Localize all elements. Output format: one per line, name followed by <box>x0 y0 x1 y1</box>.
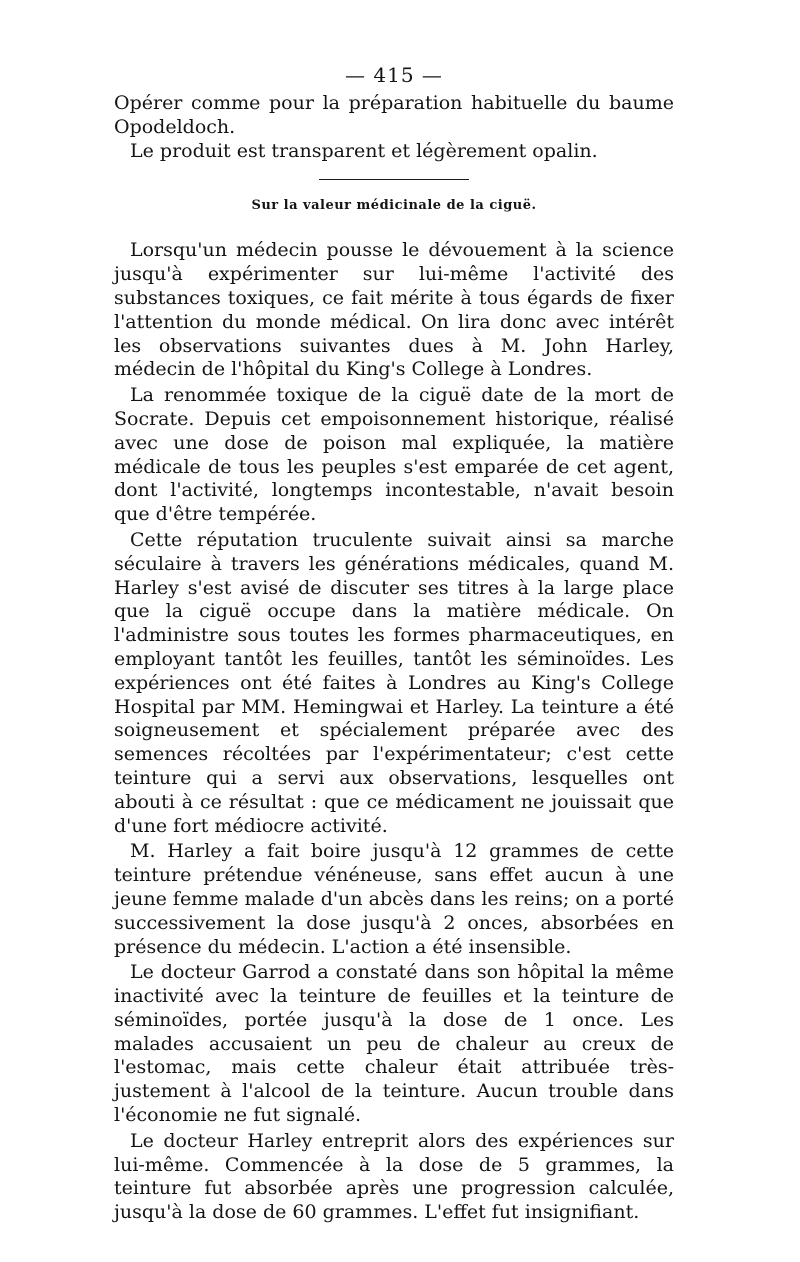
section-title: Sur la valeur médicinale de la ciguë. <box>251 198 537 214</box>
intro-line-1: Opérer comme pour la préparation habituelle du baume Opodeldoch. <box>114 92 674 138</box>
page-number: — 415 — <box>345 63 443 87</box>
intro-line-2: Le produit est transparent et légèrement opalin. <box>130 139 598 162</box>
section-divider <box>319 179 469 180</box>
paragraph: M. Harley a fait boire jusqu'à 12 grammes de cette teinture prétendue vénéneuse, sans effet aucun à une jeune femme malade d'un abcès dans les reins; on a porté successivement la dose jusqu'à 2 onces, absorbées en présence du médecin. L'action a été insensible. <box>114 840 674 958</box>
paragraph: Le docteur Harley entreprit alors des expériences sur lui-même. Commencée à la dose de 5 grammes, la teinture fut absorbée après une progression calculée, jusqu'à la dose de 60 grammes. L'effet fut insignifiant. <box>114 1129 674 1224</box>
paragraph: La renommée toxique de la ciguë date de la mort de Socrate. Depuis cet empoisonnement historique, réalisé avec une dose de poison mal expliquée, la matière médicale de tous les peuples s'est emparée de cet agent, dont l'activité, longtemps incontestable, n'avait besoin que d'être tempérée. <box>114 384 674 526</box>
book-page <box>114 62 674 1225</box>
paragraph: Lorsqu'un médecin pousse le dévouement à la science jusqu'à expérimenter sur lui-même l'activité des substances toxiques, ce fait mérite à tous égards de fixer l'attention du monde médical. On lira donc avec intérêt les observations suivantes dues à M. John Harley, médecin de l'hôpital du King's College à Londres. <box>114 239 674 381</box>
paragraph: Cette réputation truculente suivait ainsi sa marche séculaire à travers les générations médicales, quand M. Harley s'est avisé de discuter ses titres à la large place que la ciguë occupe dans la matière médicale. On l'administre sous toutes les formes pharmaceutiques, en employant tantôt les feuilles, tantôt les séminoïdes. Les expériences ont été faites à Londres au King's College Hospital par MM. Hemingwai et Harley. La teinture a été soigneusement et spécialement préparée avec des semences récoltées par l'expérimentateur; c'est cette teinture qui a servi aux observations, lesquelles ont abouti à ce résultat : que ce médicament ne jouissait que d'une fort médiocre activité. <box>114 528 674 837</box>
paragraph: Le docteur Garrod a constaté dans son hôpital la même inactivité avec la teinture de feuilles et la teinture de séminoïdes, portée jusqu'à la dose de 1 once. Les malades accusaient un peu de chaleur au creux de l'estomac, mais cette chaleur était attribuée très-justement à l'alcool de la teinture. Aucun trouble dans l'économie ne fut signalé. <box>114 961 674 1127</box>
